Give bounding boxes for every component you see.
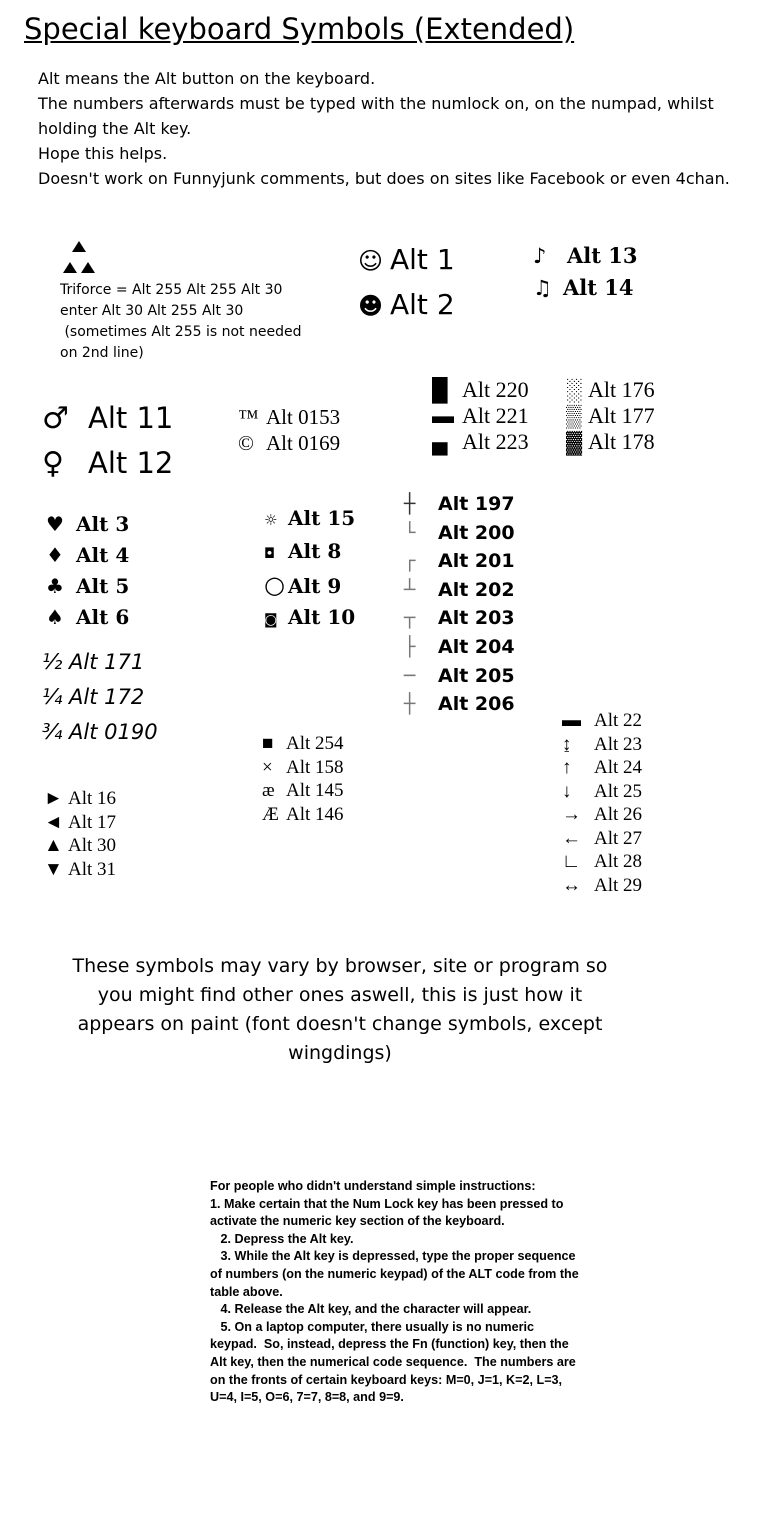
symbol-row: [264, 503, 355, 536]
instruction-line: 1. Make certain that the Num Lock key has been pressed to activate the numeric key section of the keyboard.: [210, 1196, 567, 1229]
arrow-right-icon: →: [562, 804, 581, 825]
symbol-row: [562, 780, 642, 804]
alt-code: Alt 29: [594, 874, 643, 896]
blocks-group: [432, 377, 529, 455]
alt-code: Alt 2: [390, 288, 455, 321]
symbol-row: [262, 732, 344, 756]
diamond-icon: ♦: [46, 543, 64, 567]
symbol-row: [566, 403, 655, 429]
symbol-row: [404, 690, 515, 719]
legal-group: [238, 404, 340, 456]
corner-top-left-icon: ┌: [404, 550, 416, 573]
corner-bottom-left-icon: └: [404, 521, 416, 544]
symbol-row: [562, 874, 642, 898]
symbol-row: [432, 429, 529, 455]
triforce-icon: [60, 238, 98, 276]
symbol-row: [46, 602, 129, 633]
disclaimer-note: These symbols may vary by browser, site or program so you might find other ones aswell, this is just how it appears on paint (font doesn't change symbols, except wingdings): [72, 955, 608, 1064]
alt-code: Alt 178: [588, 429, 655, 454]
symbol-row: [562, 733, 642, 757]
symbol-row: [44, 858, 116, 882]
symbol-row: [46, 509, 129, 540]
alt-code: Alt 9: [288, 574, 342, 598]
intro-line: The numbers afterwards must be typed with the numlock on, on the numpad, whilst: [38, 94, 714, 113]
alt-code: Alt 16: [68, 788, 117, 809]
page-title: Special keyboard Symbols (Extended): [24, 12, 575, 46]
misc-group: [264, 503, 355, 636]
gender-group: [42, 396, 173, 486]
fractions-group: [42, 645, 158, 750]
alt-code: Alt 171: [69, 650, 145, 674]
symbol-row: [42, 441, 173, 486]
intro-line: holding the Alt key.: [38, 119, 192, 138]
instruction-line: 2. Depress the Alt key.: [210, 1231, 354, 1246]
circle-icon: ○: [264, 571, 285, 599]
faces-group: [358, 238, 455, 328]
symbol-row: [562, 756, 642, 780]
alt-code: Alt 5: [76, 574, 130, 598]
letters-group: [262, 732, 344, 826]
eighth-note-icon: ♪: [533, 244, 547, 268]
symbol-row: [404, 519, 515, 548]
arrows-group: [562, 709, 642, 897]
intro-line: Doesn't work on Funnyjunk comments, but does on sites like Facebook or even 4chan.: [38, 169, 730, 188]
symbol-row: [264, 536, 355, 570]
symbol-row: [566, 377, 655, 403]
symbol-row: [262, 756, 344, 780]
trademark-icon: ™: [238, 405, 259, 429]
symbol-row: [44, 811, 116, 835]
tee-right-icon: ├: [404, 635, 416, 658]
alt-code: Alt 11: [88, 401, 174, 435]
inverse-bullet-icon: ◘: [264, 546, 276, 562]
cross-line-icon: ┼: [404, 493, 416, 515]
tee-down-icon: ┬: [404, 607, 416, 630]
alt-code: Alt 200: [438, 521, 515, 544]
right-angle-icon: ∟: [562, 851, 581, 872]
symbol-row: [566, 429, 655, 455]
alt-code: Alt 26: [594, 804, 643, 825]
symbol-row: [562, 850, 642, 874]
male-sign-icon: ♂: [42, 401, 69, 436]
multiply-icon: ×: [262, 756, 273, 778]
symbol-row: [562, 709, 642, 733]
instruction-line: 4. Release the Alt key, and the character will appear.: [210, 1302, 532, 1317]
triforce-line: Triforce = Alt 255 Alt 255 Alt 30: [60, 282, 283, 298]
alt-code: Alt 28: [594, 851, 643, 872]
dark-shade-icon: ▓: [566, 429, 583, 454]
triangle-left-icon: ◄: [44, 811, 63, 833]
three-quarters-icon: ¾: [42, 720, 63, 744]
alt-code: Alt 3: [76, 512, 130, 536]
symbol-row: [404, 662, 515, 691]
arrow-up-icon: ↑: [562, 757, 572, 778]
symbol-row: [533, 272, 638, 304]
suits-group: [46, 509, 129, 633]
alt-code: Alt 30: [68, 835, 117, 856]
alt-code: Alt 27: [594, 827, 643, 849]
alt-code: Alt 14: [563, 275, 634, 300]
one-quarter-icon: ¼: [42, 685, 63, 709]
symbol-row: [562, 827, 642, 851]
instruction-line: For people who didn't understand simple instructions:: [210, 1179, 536, 1193]
alt-code: Alt 202: [438, 578, 515, 601]
alt-code: Alt 254: [286, 733, 344, 754]
horizontal-bar-icon: ▬: [432, 403, 454, 428]
alt-code: Alt 177: [588, 403, 655, 428]
alt-code: Alt 205: [438, 664, 515, 687]
alt-code: Alt 0153: [266, 405, 341, 429]
left-right-arrow-icon: ↔: [562, 874, 581, 896]
symbol-row: [46, 571, 129, 602]
symbol-row: [432, 403, 529, 429]
alt-code: Alt 13: [567, 243, 638, 268]
instruction-line: 5. On a laptop computer, there usually is no numeric keypad. So, instead, depress the Fn (function) key, then the Alt key, then the numerical code sequence. The numbers are on the fronts of certain keyboard keys: M=0, J=1, K=2, L=3, U=4, I=5, O=6, 7=7, 8=8, and 9=9.: [210, 1319, 580, 1405]
up-down-arrow-with-base-icon: ↨: [562, 733, 572, 755]
medium-shade-icon: ▒: [566, 403, 582, 428]
triforce-description: [60, 280, 330, 364]
symbol-row: [562, 803, 642, 827]
intro-line: Alt means the Alt button on the keyboard.: [38, 69, 376, 88]
alt-code: Alt 23: [594, 733, 643, 755]
symbol-row: [404, 633, 515, 662]
symbol-row: [238, 404, 340, 430]
instructions: [210, 1178, 583, 1407]
copyright-icon: ©: [238, 431, 254, 455]
symbol-row: [533, 240, 638, 272]
club-icon: ♣: [46, 574, 64, 598]
cross-line-icon: ┼: [404, 693, 416, 716]
alt-code: Alt 223: [462, 429, 529, 454]
smiley-face-filled-icon: ☻: [358, 292, 384, 320]
symbol-row: [262, 779, 344, 803]
heart-icon: ♥: [46, 512, 64, 536]
notes-group: [533, 240, 638, 304]
alt-code: Alt 203: [438, 607, 515, 630]
triangles-group: [44, 787, 116, 881]
alt-code: Alt 172: [69, 685, 145, 709]
sun-icon: ☼: [264, 511, 278, 529]
triforce-line: enter Alt 30 Alt 255 Alt 30: [60, 303, 244, 319]
alt-code: Alt 204: [438, 635, 515, 658]
ae-capital-ligature-icon: Æ: [262, 803, 279, 825]
triangle-up-icon: ▲: [44, 835, 63, 856]
symbol-row: [238, 430, 340, 456]
symbol-row: [404, 604, 515, 633]
alt-code: Alt 220: [462, 377, 529, 402]
symbol-row: [358, 283, 455, 328]
symbol-row: [262, 803, 344, 827]
thick-dash-icon: ▬: [562, 710, 581, 731]
symbol-row: [264, 570, 355, 602]
triangle-down-icon: ▼: [44, 858, 63, 880]
spade-icon: ♠: [46, 605, 64, 629]
alt-code: Alt 221: [462, 403, 529, 428]
symbol-row: [404, 547, 515, 576]
alt-code: Alt 206: [438, 693, 515, 716]
alt-code: Alt 0190: [69, 720, 158, 744]
alt-code: Alt 158: [286, 756, 344, 778]
arrow-left-icon: ←: [562, 827, 581, 849]
symbol-row: [404, 490, 515, 519]
triangle-right-icon: ►: [44, 788, 63, 809]
symbol-row: [46, 540, 129, 571]
symbol-row: [404, 576, 515, 605]
alt-code: Alt 0169: [266, 431, 341, 455]
alt-code: Alt 31: [68, 858, 117, 880]
alt-code: Alt 10: [288, 605, 356, 629]
boxlines-group: [404, 490, 515, 719]
alt-code: Alt 25: [594, 780, 643, 802]
full-block-icon: █: [432, 377, 448, 402]
alt-code: Alt 24: [594, 757, 643, 778]
alt-code: Alt 15: [288, 506, 356, 530]
alt-code: Alt 197: [438, 493, 515, 515]
symbol-row: [42, 396, 173, 441]
symbol-row: [42, 680, 158, 715]
alt-code: Alt 1: [390, 243, 455, 276]
ae-ligature-icon: æ: [262, 780, 275, 801]
symbol-row: [44, 834, 116, 858]
light-shade-icon: ░: [566, 377, 582, 402]
smiley-face-icon: ☺: [358, 247, 384, 275]
alt-code: Alt 146: [286, 803, 344, 825]
inverse-circle-icon: ◙: [264, 612, 278, 628]
intro-line: Hope this helps.: [38, 144, 168, 163]
symbol-row: [42, 715, 158, 750]
alt-code: Alt 201: [438, 550, 515, 573]
alt-code: Alt 12: [88, 446, 174, 480]
arrow-down-icon: ↓: [562, 780, 572, 802]
alt-code: Alt 22: [594, 710, 643, 731]
alt-code: Alt 8: [288, 539, 342, 563]
symbol-row: [432, 377, 529, 403]
instruction-line: 3. While the Alt key is depressed, type the proper sequence of numbers (on the numeric keypad) of the ALT code from the table above.: [210, 1249, 583, 1299]
one-half-icon: ½: [42, 650, 63, 674]
triforce-line: (sometimes Alt 255 is not needed: [60, 324, 302, 340]
alt-code: Alt 4: [76, 543, 130, 567]
black-square-icon: ■: [262, 733, 274, 754]
intro-text: [38, 66, 758, 191]
symbol-row: [44, 787, 116, 811]
shades-group: [566, 377, 655, 455]
symbol-row: [42, 645, 158, 680]
alt-code: Alt 6: [76, 605, 130, 629]
horizontal-line-icon: ─: [404, 664, 416, 687]
triforce-line: on 2nd line): [60, 345, 144, 361]
alt-code: Alt 176: [588, 377, 655, 402]
female-sign-icon: ♀: [42, 446, 64, 481]
tee-up-icon: ┴: [404, 578, 416, 601]
symbol-row: [358, 238, 455, 283]
beamed-notes-icon: ♫: [533, 276, 552, 300]
alt-code: Alt 17: [68, 811, 117, 833]
lower-half-block-icon: ▄: [432, 429, 448, 454]
alt-code: Alt 145: [286, 780, 344, 801]
symbol-row: [264, 602, 355, 636]
